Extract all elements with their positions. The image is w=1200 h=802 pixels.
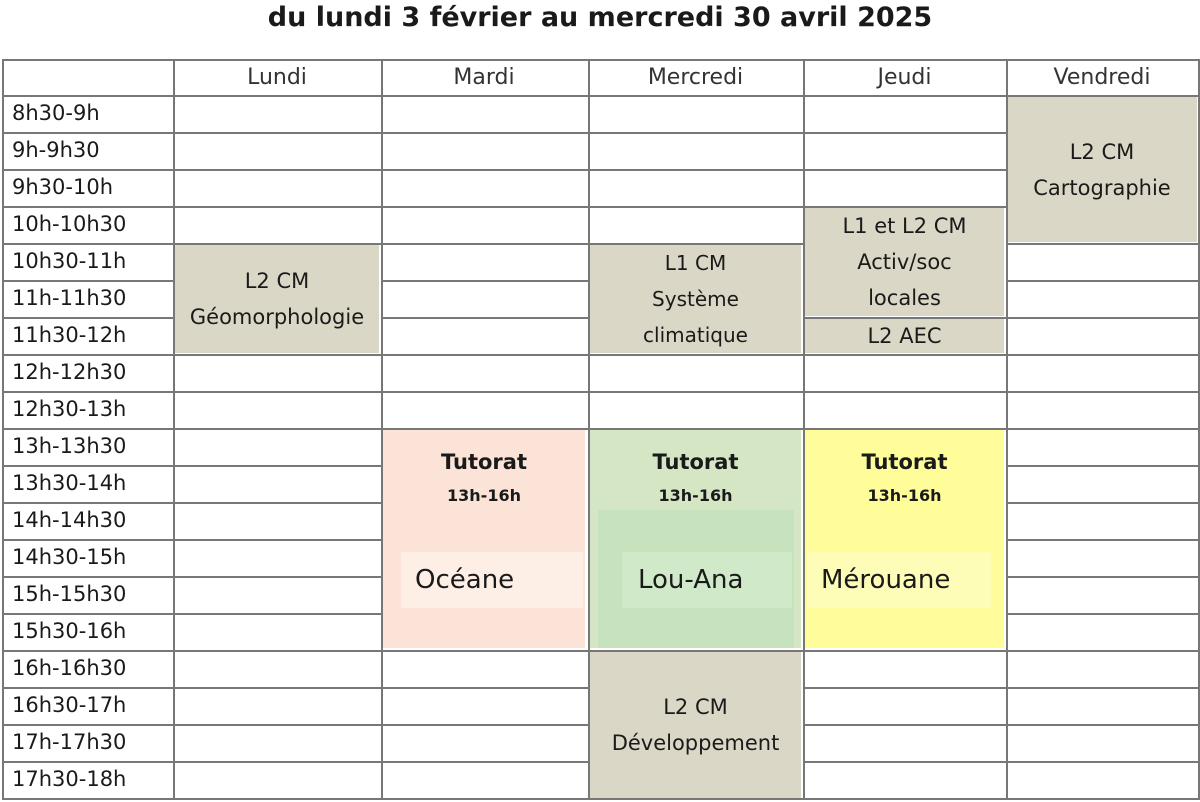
grid-line [2,169,175,171]
grid-line [588,428,805,430]
time-slot-label: 14h-14h30 [12,508,127,532]
grid-line [2,502,175,504]
grid-line [381,354,590,356]
time-slot-label: 15h30-16h [12,619,127,643]
tutorat-title: Tutorat [652,450,739,474]
grid-line [381,243,590,245]
grid-line [173,687,383,689]
tutor-name: Lou-Ana [622,552,792,608]
block-line: L2 CM [1069,139,1135,164]
grid-line [173,169,383,171]
grid-line [2,391,175,393]
grid-line [2,687,175,689]
grid-line [173,576,383,578]
tutor-name: Océane [401,552,583,608]
grid-line [2,243,175,245]
grid-line [381,206,590,208]
grid-line [173,724,383,726]
grid-line [2,354,175,356]
schedule-title: du lundi 3 février au mercredi 30 avril 2025 [267,2,933,33]
grid-line [803,650,1008,652]
grid-line [2,132,175,134]
grid-line [803,428,1008,430]
block-vendredi-cartographie [1007,97,1197,242]
grid-line [1006,539,1200,541]
grid-line [1006,798,1200,800]
grid-line [2,59,1198,61]
block-line: L2 CM [244,269,310,293]
grid-line [2,613,175,615]
time-slot-label: 10h30-11h [12,249,127,273]
grid-line [173,650,383,652]
grid-line [803,132,1008,134]
grid-line [173,539,383,541]
block-mercredi-developpement [590,650,801,800]
block-line: L2 AEC [867,323,942,348]
grid-line [381,317,590,319]
tutorat-time: 13h-16h [867,486,942,505]
day-header-mardi: Mardi [453,65,515,90]
grid-line [2,95,1198,97]
grid-line [173,502,383,504]
block-line: L2 CM [663,695,728,719]
grid-line [2,280,175,282]
grid-line [2,798,175,800]
grid-line [803,724,1008,726]
grid-line [2,650,175,652]
block-line: L1 CM [664,251,727,275]
time-slot-label: 14h30-15h [12,545,127,569]
grid-line [381,169,590,171]
block-line: Système [652,287,739,311]
block-line: locales [868,286,941,310]
grid-line [381,650,590,652]
time-slot-label: 16h30-17h [12,693,127,717]
day-header-jeudi: Jeudi [877,65,932,90]
grid-line [803,206,1008,208]
grid-line [588,354,805,356]
grid-line [2,317,175,319]
block-line: Activ/soc [857,250,952,274]
grid-line [1006,317,1200,319]
grid-line [1006,502,1200,504]
grid-line [803,687,1008,689]
grid-line [1006,576,1200,578]
block-line: L1 et L2 CM [842,214,967,238]
tutorat-mardi [383,430,585,648]
grid-line [2,465,175,467]
grid-line [588,169,805,171]
grid-line [2,576,175,578]
day-header-lundi: Lundi [247,65,307,90]
time-slot-label: 13h30-14h [12,471,127,495]
grid-line [1006,724,1200,726]
grid-line [803,761,1008,763]
grid-line [1006,428,1200,430]
time-slot-label: 17h30-18h [12,767,127,791]
time-slot-label: 16h-16h30 [12,656,127,680]
tutorat-mercredi [590,430,801,648]
grid-line [173,243,383,245]
block-lundi-geomorphologie [175,245,379,353]
time-slot-label: 9h30-10h [12,175,114,199]
tutorat-title: Tutorat [441,450,527,474]
time-slot-label: 15h-15h30 [12,582,127,606]
grid-line [173,465,383,467]
block-jeudi-activ-soc [805,208,1004,316]
grid-line [381,798,590,800]
grid-line [173,206,383,208]
block-line: Cartographie [1033,175,1171,200]
tutorat-jeudi [805,430,1004,648]
grid-line [381,132,590,134]
grid-line [2,539,175,541]
grid-line [588,132,805,134]
grid-line [588,391,805,393]
block-line: Géomorphologie [189,305,365,329]
grid-line [173,428,383,430]
grid-line [381,687,590,689]
grid-line [173,798,383,800]
grid-line [1006,354,1200,356]
grid-line [803,391,1008,393]
tutorat-time: 13h-16h [658,486,733,505]
grid-line [381,280,590,282]
grid-line [1006,465,1200,467]
grid-line [588,798,805,800]
grid-line [588,650,805,652]
grid-line [803,798,1008,800]
time-slot-label: 12h-12h30 [12,360,127,384]
grid-line [1006,761,1200,763]
grid-line [173,132,383,134]
grid-line [803,354,1008,356]
time-slot-label: 9h-9h30 [12,138,100,162]
grid-line [381,724,590,726]
grid-line [588,206,805,208]
grid-line [173,761,383,763]
grid-line [2,724,175,726]
tutorat-time: 13h-16h [447,486,521,505]
grid-line [173,354,383,356]
block-jeudi-aec [805,318,1004,353]
grid-line [1006,391,1200,393]
grid-line [1006,243,1200,245]
time-slot-label: 17h-17h30 [12,730,127,754]
block-mercredi-systeme-climatique [590,245,801,353]
grid-line [803,317,1008,319]
grid-line [1006,687,1200,689]
grid-line [1006,613,1200,615]
time-slot-label: 11h30-12h [12,323,127,347]
grid-line [2,206,175,208]
grid-line [1006,650,1200,652]
grid-line [381,428,590,430]
grid-line [588,243,805,245]
day-header-vendredi: Vendredi [1053,65,1151,90]
time-slot-label: 10h-10h30 [12,212,127,236]
grid-line [2,428,175,430]
time-slot-label: 13h-13h30 [12,434,127,458]
grid-line [803,169,1008,171]
time-slot-label: 8h30-9h [12,101,100,125]
grid-line [2,761,175,763]
day-header-mercredi: Mercredi [647,65,744,90]
tutor-name: Mérouane [807,552,991,608]
grid-line [381,761,590,763]
grid-line [381,391,590,393]
grid-line [173,391,383,393]
grid-line [1006,280,1200,282]
time-slot-label: 11h-11h30 [12,286,127,310]
time-slot-label: 12h30-13h [12,397,127,421]
grid-line [173,613,383,615]
tutorat-title: Tutorat [861,450,948,474]
block-line: climatique [643,323,748,347]
block-line: Développement [611,731,780,755]
